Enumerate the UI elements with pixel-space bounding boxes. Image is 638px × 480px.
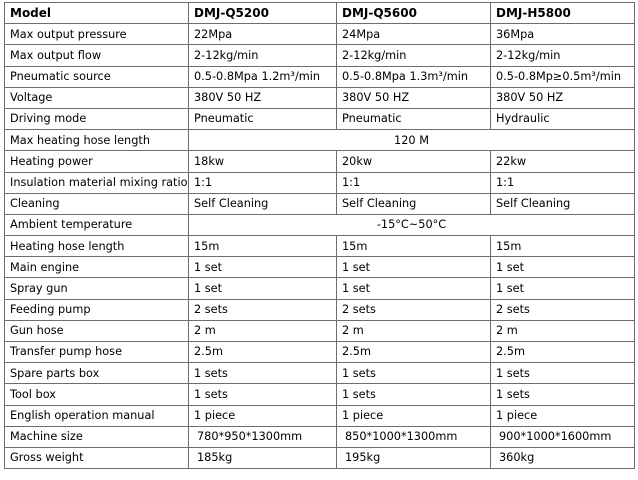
table-row (5, 24, 635, 45)
value-cell: 2.5m (491, 342, 635, 363)
model-header-1: DMJ-Q5200 (189, 3, 337, 24)
value-cell: 900*1000*1600mm (491, 426, 635, 447)
value-cell: 18kw (189, 151, 337, 172)
value-cell: 1 set (189, 278, 337, 299)
value-cell: 1 piece (491, 405, 635, 426)
value-cell: Pneumatic (337, 108, 491, 129)
table-row (5, 320, 635, 341)
table-row (5, 405, 635, 426)
value-cell: 22kw (491, 151, 635, 172)
model-header-2: DMJ-Q5600 (337, 3, 491, 24)
table-row (5, 108, 635, 129)
value-cell: 1 set (337, 257, 491, 278)
merged-value-cell: 120 M (189, 130, 635, 151)
value-cell: 2 sets (491, 299, 635, 320)
table-row (5, 236, 635, 257)
value-cell: 1 sets (491, 363, 635, 384)
value-cell: 185kg (189, 447, 337, 468)
table-row (5, 363, 635, 384)
value-cell: 0.5-0.8Mp≥0.5m³/min (491, 66, 635, 87)
row-label: Insulation material mixing ratio (5, 172, 189, 193)
table-row (5, 130, 635, 151)
value-cell: 15m (189, 236, 337, 257)
row-label: Spray gun (5, 278, 189, 299)
table-row (5, 151, 635, 172)
value-cell: 2-12kg/min (337, 45, 491, 66)
value-cell: 360kg (491, 447, 635, 468)
value-cell: 2 m (337, 320, 491, 341)
header-row (5, 3, 635, 24)
value-cell: 380V 50 HZ (491, 87, 635, 108)
value-cell: 1 sets (189, 363, 337, 384)
value-cell: 2.5m (337, 342, 491, 363)
value-cell: 2.5m (189, 342, 337, 363)
row-label: Driving mode (5, 108, 189, 129)
value-cell: 1 sets (337, 363, 491, 384)
row-label: Machine size (5, 426, 189, 447)
value-cell: Self Cleaning (337, 193, 491, 214)
value-cell: 2 m (491, 320, 635, 341)
value-cell: 1 piece (337, 405, 491, 426)
table-row (5, 193, 635, 214)
value-cell: 1 sets (491, 384, 635, 405)
value-cell: 1:1 (189, 172, 337, 193)
table-row (5, 87, 635, 108)
row-label: English operation manual (5, 405, 189, 426)
value-cell: 780*950*1300mm (189, 426, 337, 447)
value-cell: Hydraulic (491, 108, 635, 129)
value-cell: 20kw (337, 151, 491, 172)
table-row (5, 342, 635, 363)
value-cell: 380V 50 HZ (189, 87, 337, 108)
value-cell: 1 piece (189, 405, 337, 426)
row-label: Tool box (5, 384, 189, 405)
row-label: Heating hose length (5, 236, 189, 257)
value-cell: 850*1000*1300mm (337, 426, 491, 447)
value-cell: 2 sets (337, 299, 491, 320)
row-label: Max output flow (5, 45, 189, 66)
table-row (5, 299, 635, 320)
table-row (5, 447, 635, 468)
row-label: Max output pressure (5, 24, 189, 45)
row-label: Voltage (5, 87, 189, 108)
row-label: Max heating hose length (5, 130, 189, 151)
value-cell: 1:1 (491, 172, 635, 193)
value-cell: 1 set (491, 278, 635, 299)
value-cell: 1 set (491, 257, 635, 278)
value-cell: 1:1 (337, 172, 491, 193)
table-row (5, 172, 635, 193)
value-cell: 1 set (337, 278, 491, 299)
value-cell: Self Cleaning (189, 193, 337, 214)
value-cell: 2-12kg/min (491, 45, 635, 66)
row-label: Spare parts box (5, 363, 189, 384)
row-label: Gross weight (5, 447, 189, 468)
value-cell: 2 m (189, 320, 337, 341)
row-label: Transfer pump hose (5, 342, 189, 363)
table-row (5, 426, 635, 447)
value-cell: 195kg (337, 447, 491, 468)
merged-value-cell: -15°C~50°C (189, 214, 635, 235)
row-label: Feeding pump (5, 299, 189, 320)
table-row (5, 278, 635, 299)
value-cell: Self Cleaning (491, 193, 635, 214)
value-cell: 0.5-0.8Mpa 1.2m³/min (189, 66, 337, 87)
value-cell: 380V 50 HZ (337, 87, 491, 108)
row-label: Gun hose (5, 320, 189, 341)
value-cell: 15m (337, 236, 491, 257)
value-cell: 2 sets (189, 299, 337, 320)
table-row (5, 66, 635, 87)
row-label: Ambient temperature (5, 214, 189, 235)
value-cell: 15m (491, 236, 635, 257)
model-header-3: DMJ-H5800 (491, 3, 635, 24)
value-cell: 1 sets (337, 384, 491, 405)
table-row (5, 214, 635, 235)
row-label: Cleaning (5, 193, 189, 214)
header-label: Model (5, 3, 189, 24)
value-cell: 36Mpa (491, 24, 635, 45)
value-cell: Pneumatic (189, 108, 337, 129)
value-cell: 1 set (189, 257, 337, 278)
table-row (5, 384, 635, 405)
spec-table (4, 2, 635, 469)
value-cell: 24Mpa (337, 24, 491, 45)
row-label: Main engine (5, 257, 189, 278)
value-cell: 2-12kg/min (189, 45, 337, 66)
value-cell: 0.5-0.8Mpa 1.3m³/min (337, 66, 491, 87)
value-cell: 22Mpa (189, 24, 337, 45)
table-row (5, 257, 635, 278)
row-label: Pneumatic source (5, 66, 189, 87)
value-cell: 1 sets (189, 384, 337, 405)
row-label: Heating power (5, 151, 189, 172)
table-row (5, 45, 635, 66)
